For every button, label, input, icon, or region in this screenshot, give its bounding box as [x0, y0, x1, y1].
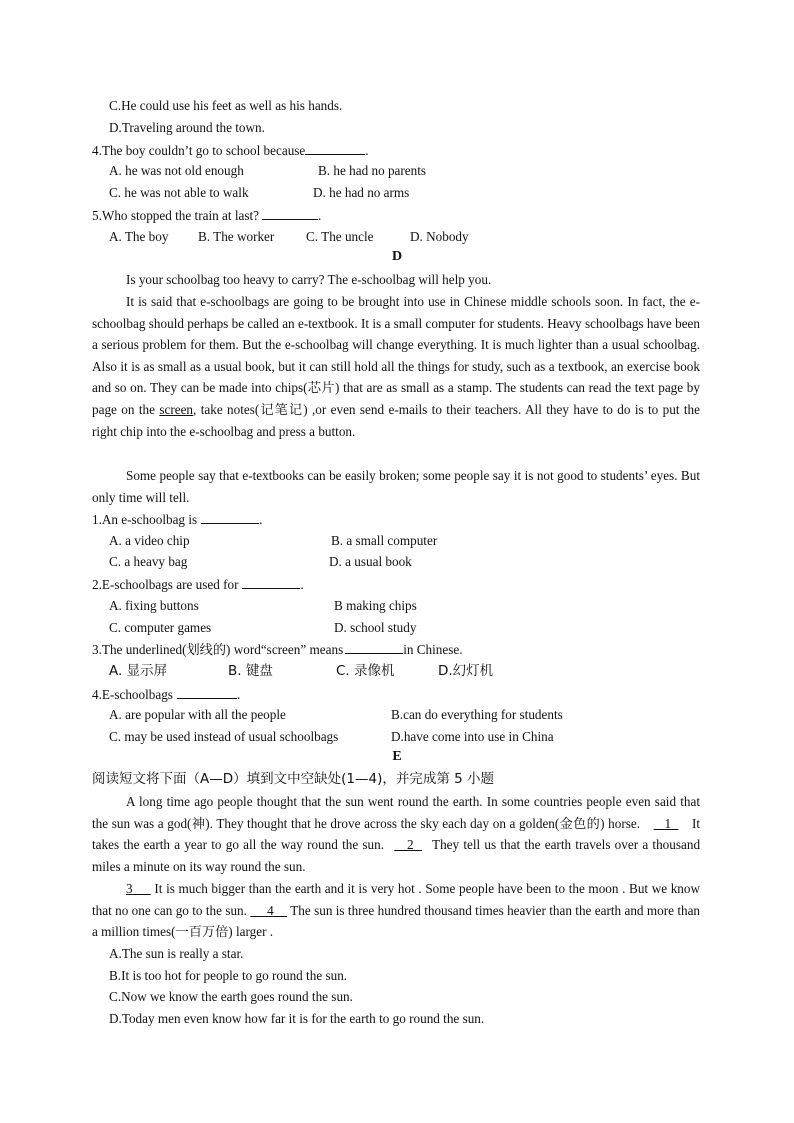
c-q3-option-d: D.Traveling around the town. [109, 120, 265, 135]
answer-blank [242, 575, 300, 589]
answer-blank [201, 510, 259, 524]
c-q5-stem-text: 5.Who stopped the train at last? [92, 208, 259, 223]
d-q4-option-c: C. may be used instead of usual schoolbags [109, 729, 339, 744]
d-q1-end: . [259, 512, 263, 527]
c-q4-option-c: C. he was not able to walk [109, 185, 249, 200]
d-q3-stem-end: in Chinese. [403, 642, 463, 657]
d-q1-option-a: A. a video chip [109, 533, 190, 548]
d-q2-option-a: A. fixing buttons [109, 598, 199, 613]
d-q3-option-d: D.幻灯机 [438, 663, 494, 679]
d-q3-option-b: B. 键盘 [228, 663, 273, 679]
c-q5-stem [92, 206, 321, 225]
c-q4-end: . [365, 143, 369, 158]
d-q1-option-c: C. a heavy bag [109, 554, 188, 569]
e-option-b: B.It is too hot for people to go round the sun. [109, 968, 348, 983]
answer-blank [177, 685, 237, 699]
d-paragraph-2-part-a: It is said that e-schoolbags are going to be brought into use in Chinese middle schools soon. In fact, the e-schoolbag should perhaps be called an e-textbook. It is a small computer for students. Heavy schoolbags have been a serious problem for them. But the e-schoolbag will change everything. It is much lighter than a usual schoolbag. Also it is as small as a usual book, but it can still hold all the things for study, such as a textbook, an exercise book and so on. They can be made into chips(芯片) that are as small as a stamp. The students can read the text page by page on the [92, 294, 700, 417]
d-q4-stem-text: 4.E-schoolbags [92, 687, 173, 702]
gap-4 [250, 903, 287, 918]
d-q1-option-d: D. a usual book [329, 554, 412, 569]
c-q5-option-d: D. Nobody [410, 229, 469, 244]
d-q4-option-b: B.can do everything for students [391, 707, 563, 722]
e-paragraph-2-part-a: It is much bigger than the earth and it is very hot . Some people have been to the moon . But we know that no one can go to the sun. [92, 881, 701, 918]
c-q4-stem [92, 141, 369, 160]
gap-3-number: 3 [126, 881, 133, 896]
d-q1-stem [92, 510, 262, 529]
d-q3-option-c: C. 录像机 [336, 663, 395, 679]
c-q4-stem-text: 4.The boy couldn’t go to school because [92, 143, 306, 158]
d-paragraph-2-part-b: , take notes(记笔记) ,or even send e-mails to their teachers. All they have to do is to put the right chip into the e-schoolbag and press a button. [92, 401, 700, 439]
e-option-a: A.The sun is really a star. [109, 946, 244, 961]
d-q3-stem [92, 640, 463, 659]
c-q3-option-c: C.He could use his feet as well as his hands. [109, 98, 343, 113]
d-q2-option-b: B making chips [334, 598, 417, 613]
e-paragraph-1-part-b: It takes the earth a year to go all the way round the sun. [92, 815, 701, 853]
d-q2-stem-text: 2.E-schoolbags are used for [92, 577, 239, 592]
c-q4-option-b: B. he had no parents [318, 163, 427, 178]
d-q4-option-a: A. are popular with all the people [109, 707, 286, 722]
c-q4-option-a: A. he was not old enough [109, 163, 244, 178]
d-paragraph-2 [92, 291, 700, 442]
d-q2-stem [92, 575, 304, 594]
answer-blank [345, 640, 403, 654]
e-option-d: D.Today men even know how far it is for the earth to go round the sun. [109, 1011, 485, 1026]
d-q2-option-c: C. computer games [109, 620, 212, 635]
underlined-word-screen: screen [159, 401, 194, 417]
e-paragraph-1-part-c: They tell us that the earth travels over a thousand miles a minute on its way round the sun. [92, 837, 701, 874]
section-e-heading: E [392, 749, 402, 764]
e-option-c: C.Now we know the earth goes round the sun. [109, 989, 353, 1004]
gap-1-number: 1 [664, 815, 672, 831]
d-q1-stem-text: 1.An e-schoolbag is [92, 512, 198, 527]
d-q3-stem-text: 3.The underlined(划线的) word“screen” means [92, 642, 344, 657]
e-paragraph-1-part-a: A long time ago people thought that the sun went round the earth. In some countries people even said that the sun was a god(神). They thought that he drove across the sky each day on a golden(金色的) horse. [92, 794, 700, 831]
d-q2-end: . [300, 577, 304, 592]
d-q2-option-d: D. school study [334, 620, 417, 635]
d-q4-stem [92, 685, 240, 704]
c-q5-option-a: A. The boy [109, 229, 169, 244]
answer-blank [262, 206, 318, 220]
d-q3-option-a: A. 显示屏 [109, 663, 168, 679]
d-paragraph-3: Some people say that e-textbooks can be easily broken; some people say it is not good to students’ eyes. But only time will tell. [92, 468, 700, 505]
section-d-heading: D [391, 249, 403, 264]
d-paragraph-1: Is your schoolbag too heavy to carry? The e-schoolbag will help you. [126, 272, 492, 287]
d-q4-option-d: D.have come into use in China [391, 729, 554, 744]
d-q4-end: . [236, 687, 241, 702]
c-q5-option-b: B. The worker [198, 229, 275, 244]
gap-1 [644, 816, 689, 831]
c-q4-option-d: D. he had no arms [313, 185, 410, 200]
gap-4-number: 4 [267, 902, 274, 918]
d-q1-option-b: B. a small computer [331, 533, 438, 548]
e-paragraph-2 [92, 878, 700, 943]
gap-2 [388, 837, 428, 852]
answer-blank [305, 141, 365, 155]
e-paragraph-2-part-b: The sun is three hundred thousand times heavier than the earth and more than a million times(一百万倍) larger . [92, 902, 701, 940]
c-q5-option-c: C. The uncle [306, 229, 374, 244]
c-q5-end: . [318, 208, 322, 223]
e-paragraph-1 [92, 791, 700, 877]
e-instruction: 阅读短文将下面（A—D）填到文中空缺处(1—4)，并完成第 5 小题 [92, 771, 495, 787]
gap-2-number: 2 [406, 837, 414, 853]
gap-3 [126, 881, 151, 896]
